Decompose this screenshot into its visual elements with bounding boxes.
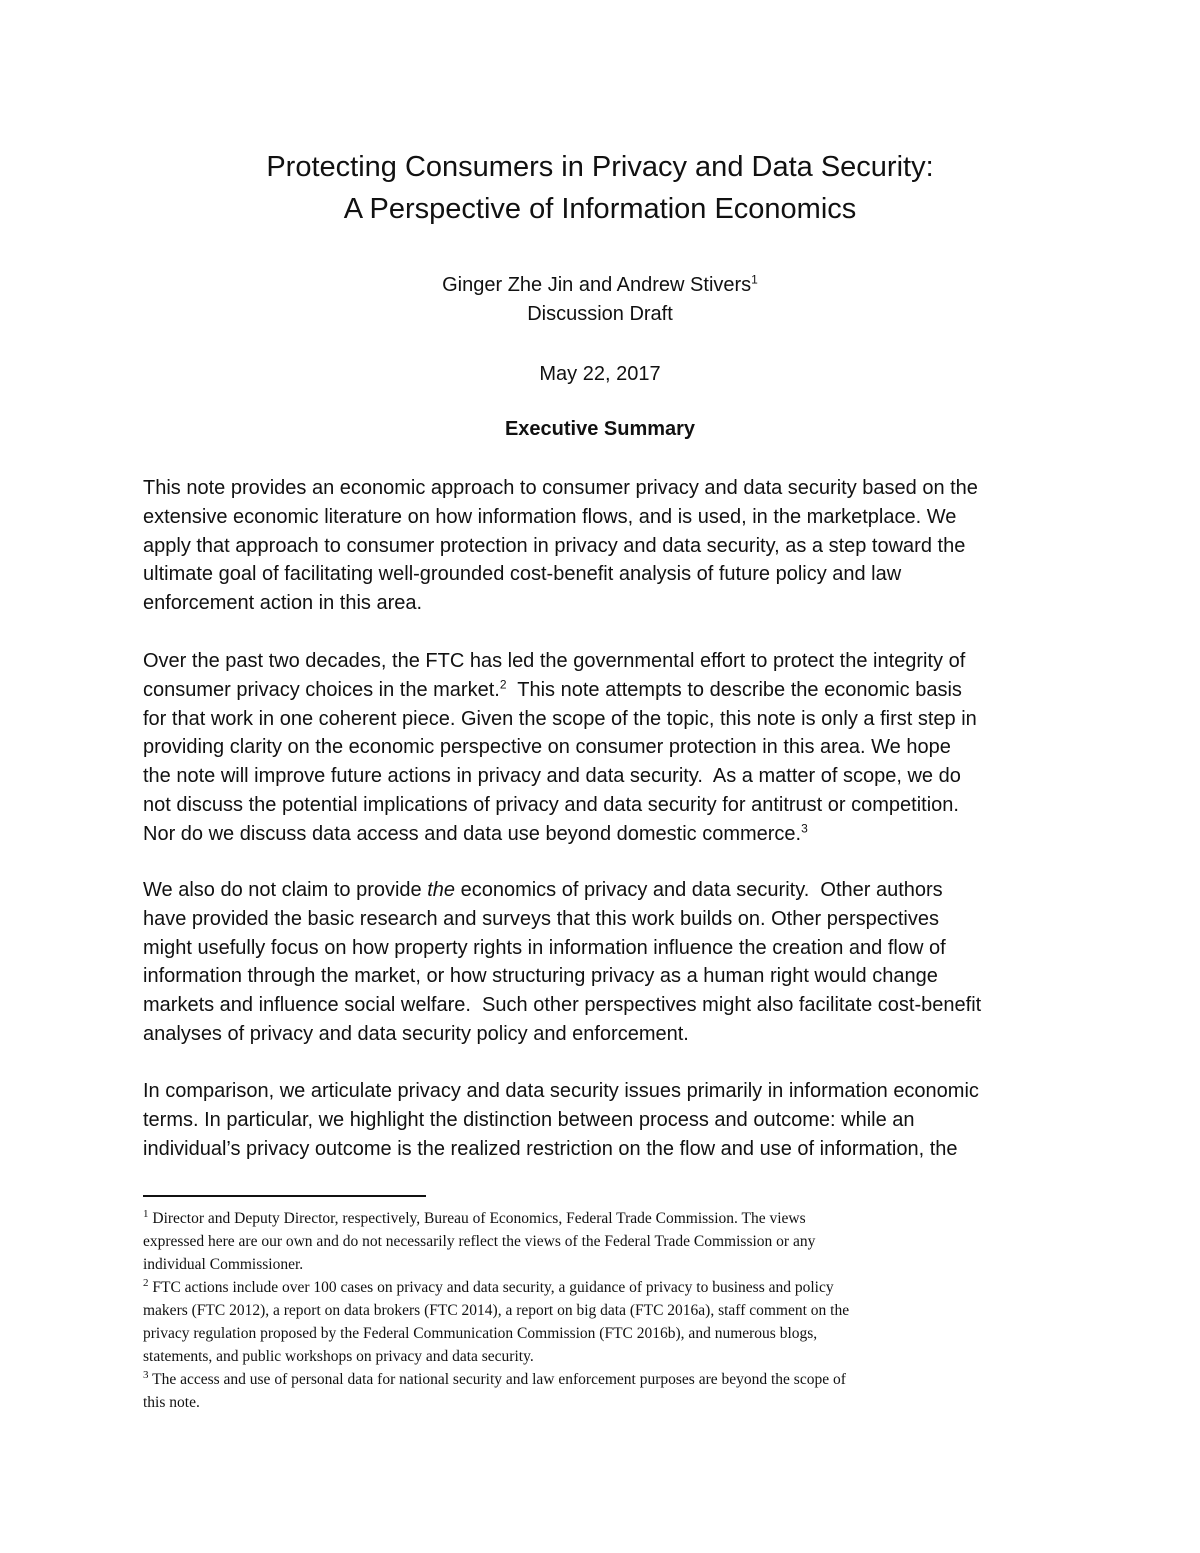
section-heading: Executive Summary — [504, 418, 696, 440]
text-line: have provided the basic research and surveys that this work builds on. Other perspectives — [143, 907, 939, 930]
footnotes — [143, 1207, 1068, 1414]
title-line-2: A Perspective of Information Economics — [343, 193, 857, 225]
text-line: Over the past two decades, the FTC has led the governmental effort to protect the integrity of — [143, 650, 966, 672]
footnote-mark: 3 — [143, 1368, 149, 1381]
footnote-text: makers (FTC 2012), a report on data brokers (FTC 2014), a report on big data (FTC 2016a), staff comment on the — [143, 1302, 850, 1319]
footnote-separator — [143, 1195, 426, 1197]
document-date: May 22, 2017 — [539, 363, 661, 385]
text-line: This note provides an economic approach to consumer privacy and data security based on the — [143, 477, 978, 499]
footnote-text: privacy regulation proposed by the Federal Communication Commission (FTC 2016b), and numerous blogs, — [143, 1325, 818, 1342]
footnote-text: individual Commissioner. — [143, 1256, 304, 1273]
text-line — [143, 876, 1068, 905]
text-line: information through the market, or how structuring privacy as a human right would change — [143, 965, 938, 988]
text-line: In comparison, we articulate privacy and data security issues primarily in information economic — [143, 1080, 979, 1102]
text-line — [143, 676, 1068, 705]
footnote-ref-1[interactable]: 1 — [751, 272, 758, 287]
text-line: markets and influence social welfare. Such other perspectives might also facilitate cost-benefit — [143, 994, 982, 1017]
footnote-text: FTC actions include over 100 cases on privacy and data security, a guidance of privacy to business and policy — [148, 1279, 834, 1296]
footnote-text: statements, and public workshops on privacy and data security. — [143, 1348, 534, 1365]
text-line: enforcement action in this area. — [143, 592, 423, 615]
text-segment: This note attempts to describe the economic basis — [506, 678, 962, 701]
footnote-text: Director and Deputy Director, respectively, Bureau of Economics, Federal Trade Commission. The views — [148, 1210, 806, 1227]
paragraph-2 — [143, 647, 1068, 849]
text-segment: consumer privacy choices in the market. — [143, 678, 500, 701]
footnote-mark: 2 — [143, 1276, 149, 1289]
text-line: analyses of privacy and data security policy and enforcement. — [143, 1022, 689, 1045]
text-line: providing clarity on the economic perspective on consumer protection in this area. We hope — [143, 736, 951, 759]
text-line: extensive economic literature on how information flows, and is used, in the marketplace. We — [143, 505, 957, 528]
text-line: the note will improve future actions in privacy and data security. As a matter of scope, we do — [143, 765, 961, 788]
text-line: not discuss the potential implications of privacy and data security for antitrust or competition. — [143, 793, 959, 816]
text-line: apply that approach to consumer protection in privacy and data security, as a step toward the — [143, 534, 966, 557]
text-segment: We also do not claim to provide — [143, 879, 428, 901]
text-line: ultimate goal of facilitating well-grounded cost-benefit analysis of future policy and law — [143, 563, 902, 586]
emphasis: the — [427, 879, 456, 901]
text-segment: economics of privacy and data security. Other authors — [455, 879, 943, 901]
footnote-mark: 1 — [143, 1207, 149, 1220]
text-line: for that work in one coherent piece. Given the scope of the topic, this note is only a first step in — [143, 707, 977, 730]
paragraph-1 — [143, 474, 1068, 618]
footnote-text: The access and use of personal data for national security and law enforcement purposes are beyond the scope of — [148, 1371, 846, 1388]
author-names: Ginger Zhe Jin and Andrew Stivers — [442, 274, 752, 296]
footnote-text: expressed here are our own and do not necessarily reflect the views of the Federal Trade Commission or any — [143, 1233, 816, 1250]
text-line: terms. In particular, we highlight the distinction between process and outcome: while an — [143, 1108, 915, 1131]
paragraph-3 — [143, 876, 1068, 1049]
paragraph-4 — [143, 1077, 1068, 1163]
text-line: individual’s privacy outcome is the realized restriction on the flow and use of information, the — [143, 1137, 958, 1160]
text-line — [143, 820, 1068, 849]
footnote-ref-3[interactable]: 3 — [801, 821, 808, 836]
text-line: might usefully focus on how property rights in information influence the creation and flow of — [143, 936, 946, 959]
title-line-1: Protecting Consumers in Privacy and Data Security: — [266, 151, 934, 183]
footnote-1 — [143, 1207, 1068, 1230]
footnote-3 — [143, 1368, 1068, 1391]
footnote-2 — [143, 1276, 1068, 1299]
footnote-text: this note. — [143, 1394, 200, 1411]
draft-label: Discussion Draft — [527, 303, 673, 325]
footnote-ref-2[interactable]: 2 — [499, 677, 507, 692]
author-line — [0, 271, 1200, 299]
text-segment: Nor do we discuss data access and data use beyond domestic commerce. — [143, 822, 802, 845]
